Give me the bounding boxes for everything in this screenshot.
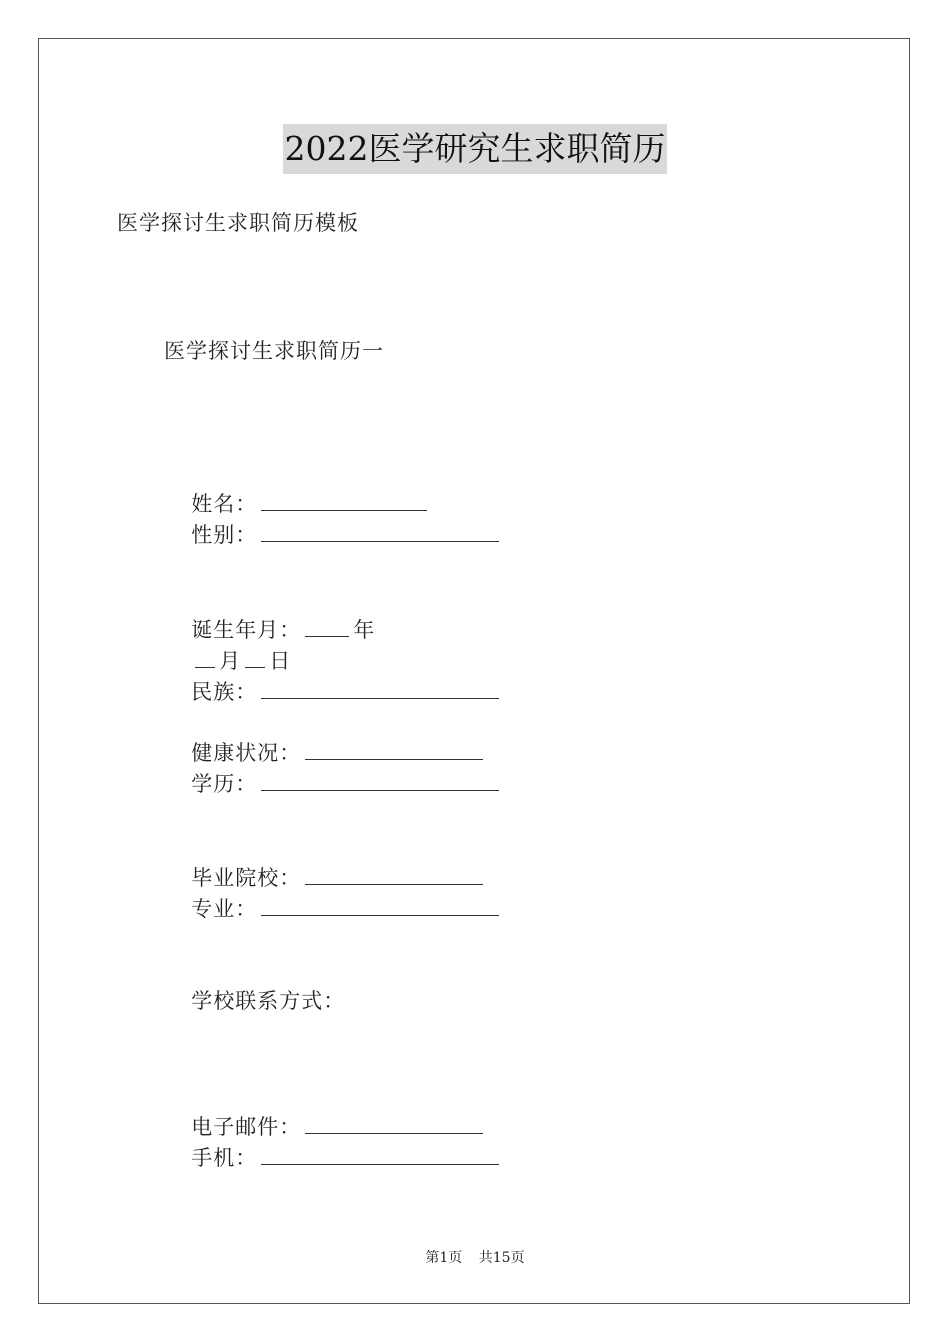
major-field[interactable] <box>261 893 499 916</box>
row-school-contact <box>164 956 345 1016</box>
document-title: 2022医学研究生求职简历 <box>283 124 668 174</box>
health-label: 健康状况： <box>191 741 302 765</box>
education-label: 学历： <box>191 772 258 796</box>
document-subtitle: 医学探讨生求职简历模板 <box>117 211 359 235</box>
birth-day-field[interactable] <box>245 645 265 668</box>
row-name-gender <box>164 458 503 550</box>
title-container <box>0 124 950 174</box>
row-birth-ethnicity <box>164 584 503 707</box>
page-total: 共15页 <box>478 1250 525 1266</box>
major-label: 专业： <box>191 897 258 921</box>
gender-label: 性别： <box>191 523 258 547</box>
education-field[interactable] <box>261 768 499 791</box>
day-label: 日 <box>269 649 292 673</box>
row-health-education <box>164 707 503 799</box>
year-label: 年 <box>353 618 376 642</box>
gender-field[interactable] <box>261 519 499 542</box>
ethnicity-field[interactable] <box>261 676 499 699</box>
row-email-phone <box>164 1081 503 1173</box>
school-contact-label: 学校联系方式： <box>191 989 346 1013</box>
phone-field[interactable] <box>261 1142 499 1165</box>
birth-month-field[interactable] <box>195 645 215 668</box>
email-field[interactable] <box>305 1111 483 1134</box>
phone-label: 手机： <box>191 1146 258 1170</box>
row-school-major <box>164 832 503 924</box>
page-current: 第1页 <box>425 1250 463 1266</box>
ethnicity-label: 民族： <box>191 680 258 704</box>
birth-year-field[interactable] <box>305 614 349 637</box>
name-label: 姓名： <box>191 492 258 516</box>
school-field[interactable] <box>305 862 483 885</box>
birth-label: 诞生年月： <box>191 618 302 642</box>
page-footer <box>0 1247 950 1267</box>
month-label: 月 <box>219 649 242 673</box>
name-field[interactable] <box>261 488 427 511</box>
health-field[interactable] <box>305 737 483 760</box>
school-label: 毕业院校： <box>191 866 302 890</box>
section-heading: 医学探讨生求职简历一 <box>164 339 384 363</box>
email-label: 电子邮件： <box>191 1115 302 1139</box>
